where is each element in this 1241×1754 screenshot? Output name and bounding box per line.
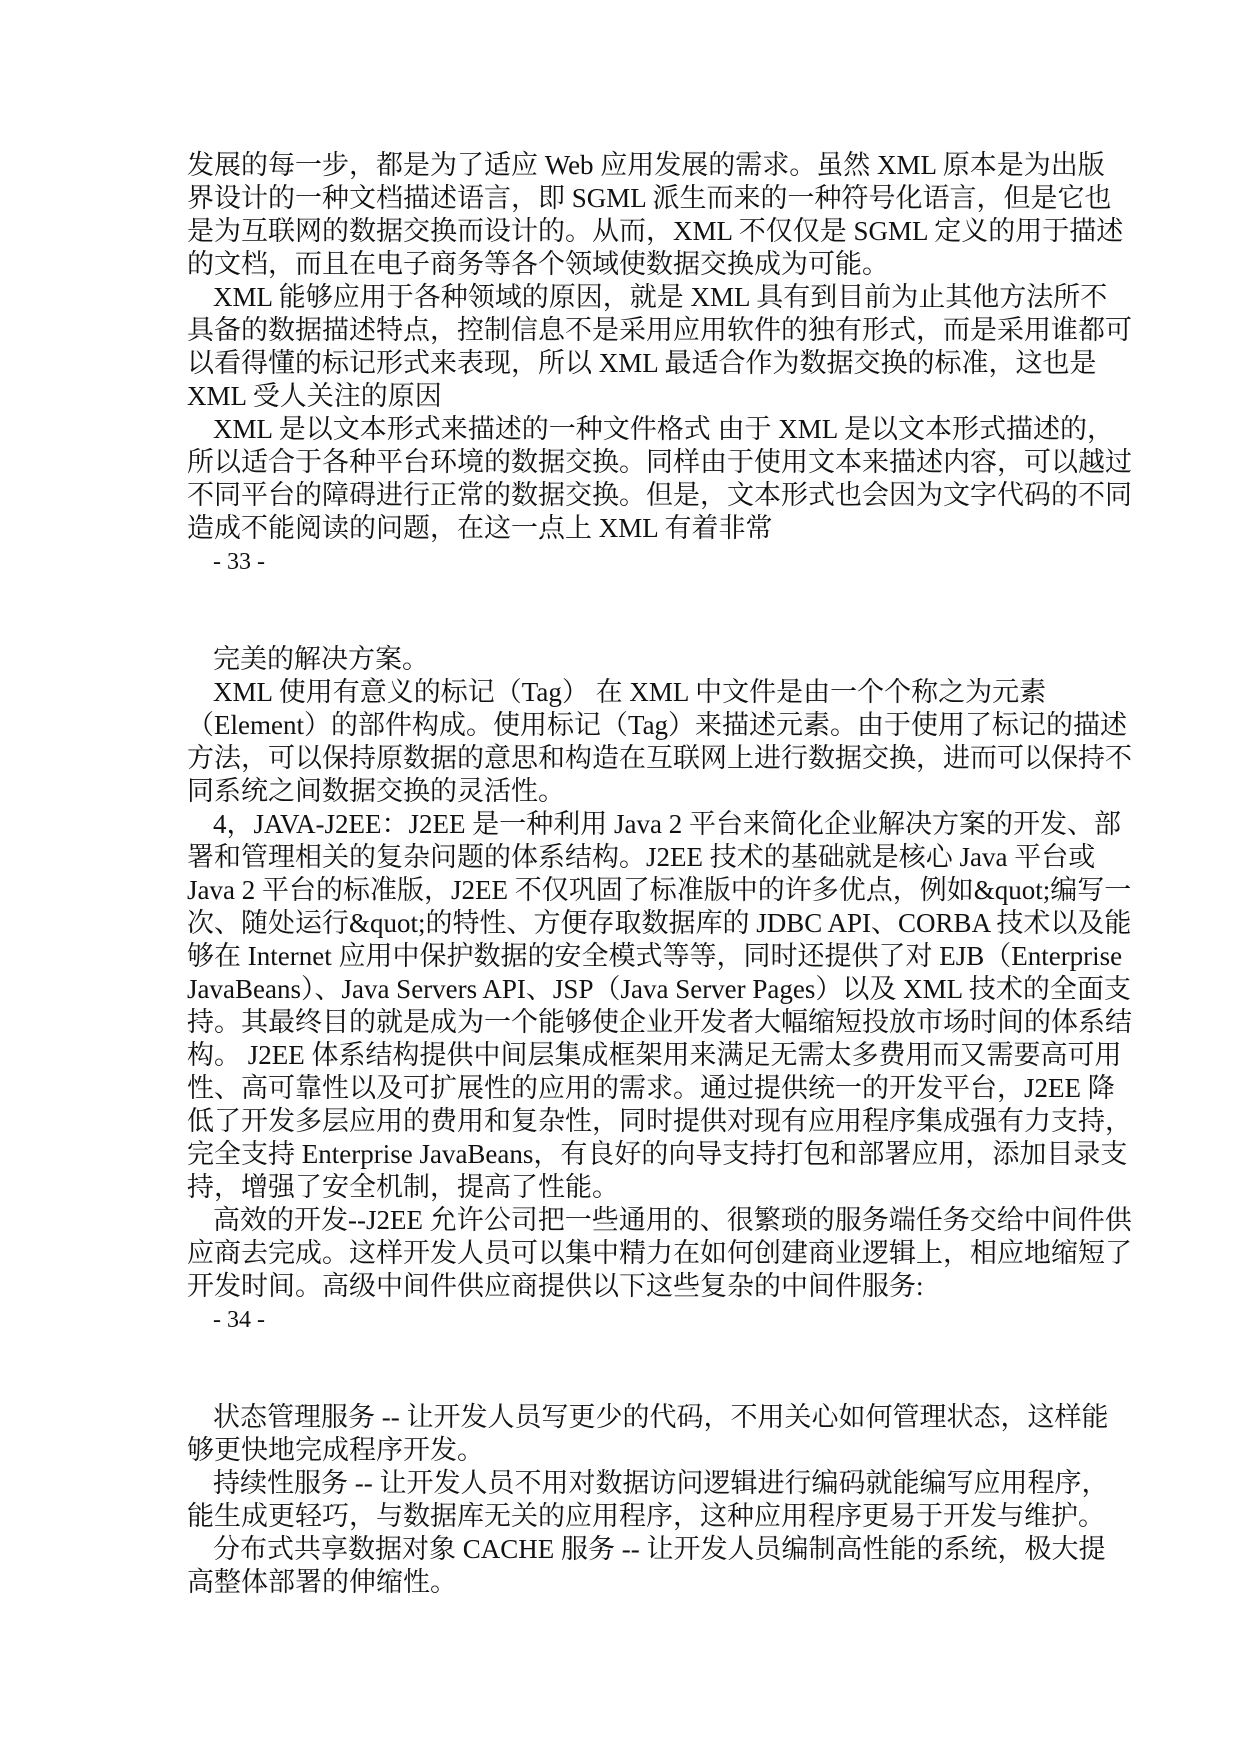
page-number: - 34 - xyxy=(213,1307,265,1333)
text-line: 性、高可靠性以及可扩展性的应用的需求。通过提供统一的开发平台，J2EE 降 xyxy=(187,1073,1115,1103)
text-line: XML 是以文本形式来描述的一种文件格式 由于 XML 是以文本形式描述的， xyxy=(213,414,1114,444)
text-line: XML 能够应用于各种领域的原因，就是 XML 具有到目前为止其他方法所不 xyxy=(213,282,1108,312)
text-line: 够在 Internet 应用中保护数据的安全模式等等，同时还提供了对 EJB（Enterprise xyxy=(187,941,1123,971)
text-line: 持，增强了安全机制，提高了性能。 xyxy=(187,1172,619,1202)
text-line: 低了开发多层应用的费用和复杂性，同时提供对现有应用程序集成强有力支持， xyxy=(187,1106,1132,1136)
text-line: 高整体部署的伸缩性。 xyxy=(187,1567,457,1597)
text-line: 分布式共享数据对象 CACHE 服务 -- 让开发人员编制高性能的系统，极大提 xyxy=(213,1534,1106,1564)
text-line: 开发时间。高级中间件供应商提供以下这些复杂的中间件服务: xyxy=(187,1271,924,1301)
text-line: 4，JAVA-J2EE：J2EE 是一种利用 Java 2 平台来简化企业解决方案的开发、部 xyxy=(213,809,1121,839)
text-line: XML 使用有意义的标记（Tag） 在 XML 中文件是由一个个称之为元素 xyxy=(213,677,1047,707)
text-line: （Element）的部件构成。使用标记（Tag）来描述元素。由于使用了标记的描述 xyxy=(187,710,1128,740)
text-line: XML 受人关注的原因 xyxy=(187,381,442,411)
text-line: 持续性服务 -- 让开发人员不用对数据访问逻辑进行编码就能编写应用程序， xyxy=(213,1468,1109,1498)
page-number: - 33 - xyxy=(213,549,265,575)
text-line: 发展的每一步，都是为了适应 Web 应用发展的需求。虽然 XML 原本是为出版 xyxy=(187,150,1105,180)
text-line: 次、随处运行&quot;的特性、方便存取数据库的 JDBC API、CORBA 技术以及能 xyxy=(187,908,1132,938)
text-line: 能生成更轻巧，与数据库无关的应用程序，这种应用程序更易于开发与维护。 xyxy=(187,1501,1105,1531)
text-line: Java 2 平台的标准版，J2EE 不仅巩固了标准版中的许多优点，例如&quot;编写一 xyxy=(187,875,1132,905)
text-line: 界设计的一种文档描述语言，即 SGML 派生而来的一种符号化语言，但是它也 xyxy=(187,183,1112,213)
text-line: 持。其最终目的就是成为一个能够使企业开发者大幅缩短投放市场时间的体系结 xyxy=(187,1007,1132,1037)
text-line: 状态管理服务 -- 让开发人员写更少的代码，不用关心如何管理状态，这样能 xyxy=(213,1402,1109,1432)
text-line: 是为互联网的数据交换而设计的。从而，XML 不仅仅是 SGML 定义的用于描述 xyxy=(187,216,1124,246)
text-line: 的文档，而且在电子商务等各个领域使数据交换成为可能。 xyxy=(187,249,889,279)
text-line: 造成不能阅读的问题，在这一点上 XML 有着非常 xyxy=(187,513,773,543)
text-line: 应商去完成。这样开发人员可以集中精力在如何创建商业逻辑上，相应地缩短了 xyxy=(187,1238,1132,1268)
text-line: 高效的开发--J2EE 允许公司把一些通用的、很繁琐的服务端任务交给中间件供 xyxy=(213,1205,1132,1235)
text-line: 完全支持 Enterprise JavaBeans，有良好的向导支持打包和部署应用，添加目录支 xyxy=(187,1139,1128,1169)
text-line: 具备的数据描述特点，控制信息不是采用应用软件的独有形式，而是采用谁都可 xyxy=(187,315,1132,345)
text-line: 不同平台的障碍进行正常的数据交换。但是，文本形式也会因为文字代码的不同 xyxy=(187,480,1132,510)
text-line: 够更快地完成程序开发。 xyxy=(187,1435,484,1465)
text-line: JavaBeans）、Java Servers API、JSP（Java Server Pages）以及 XML 技术的全面支 xyxy=(187,974,1131,1004)
text-line: 构。 J2EE 体系结构提供中间层集成框架用来满足无需太多费用而又需要高可用 xyxy=(187,1040,1122,1070)
text-line: 所以适合于各种平台环境的数据交换。同样由于使用文本来描述内容，可以越过 xyxy=(187,447,1132,477)
text-line: 署和管理相关的复杂问题的体系结构。J2EE 技术的基础就是核心 Java 平台或 xyxy=(187,842,1096,872)
text-line: 完美的解决方案。 xyxy=(213,644,429,674)
text-line: 以看得懂的标记形式来表现，所以 XML 最适合作为数据交换的标准，这也是 xyxy=(187,348,1097,378)
text-line: 方法，可以保持原数据的意思和构造在互联网上进行数据交换，进而可以保持不 xyxy=(187,743,1132,773)
text-line: 同系统之间数据交换的灵活性。 xyxy=(187,776,565,806)
